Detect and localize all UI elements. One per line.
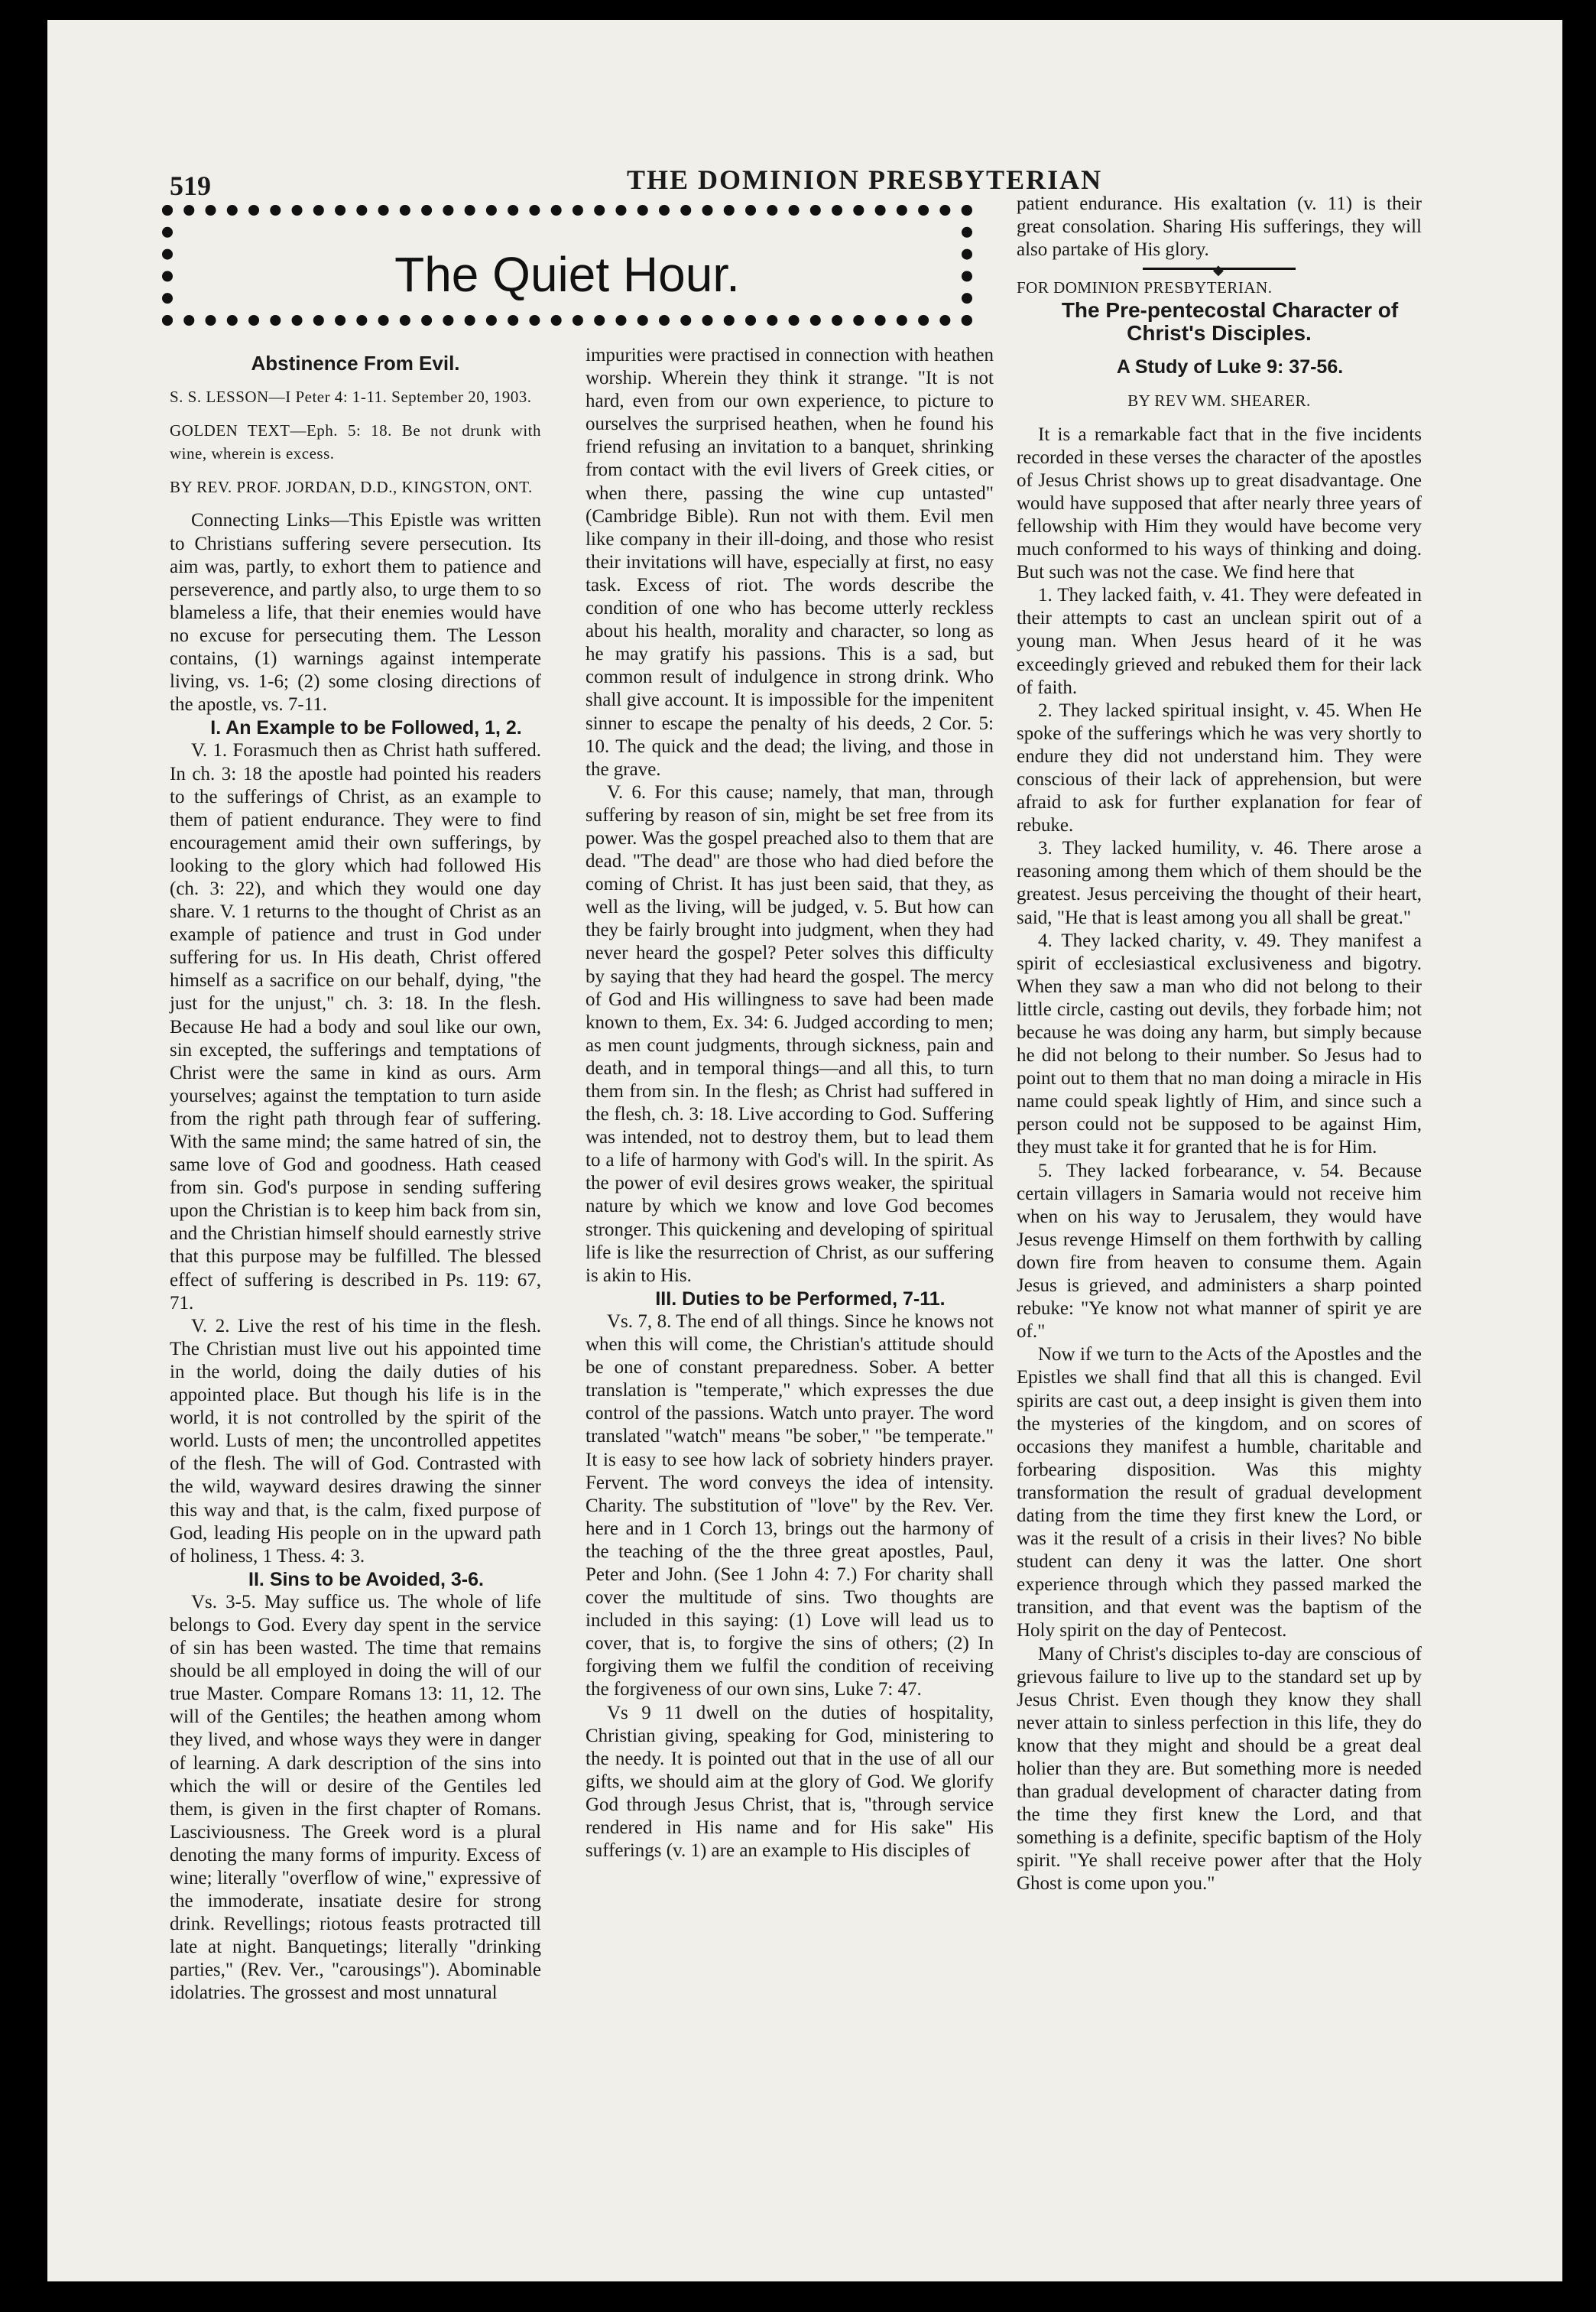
paragraph: 3. They lacked humility, v. 46. There arose a reasoning among them which of them should be the greatest. Jesus perceiving the thought of their heart, said, "He that is least among you all shall be great." xyxy=(1017,838,1422,928)
scan-border-top xyxy=(0,0,1596,20)
paragraph: 4. They lacked charity, v. 49. They manifest a spirit of ecclesiastical exclusiveness and bigotry. When they saw a man who did not belong to their little circle, casting out devils, they forbade him; not because he was doing any harm, but simply because he did not belong to their number. So Jesus had to point out to them that no man doing a miracle in His name could speak lightly of Him, and since such a person could not be supposed to be against Him, they must take it for granted that he is for Him. xyxy=(1017,930,1422,1158)
golden-text: GOLDEN TEXT—Eph. 5: 18. Be not drunk with wine, wherein is excess. xyxy=(170,421,541,463)
page-number: 519 xyxy=(170,170,211,201)
column-1 xyxy=(170,352,541,2005)
column-3 xyxy=(1017,193,1422,1896)
paragraph: It is a remarkable fact that in the five incidents recorded in these verses the character of the apostles of Jesus Christ shows up to great disadvantage. One would have supposed that after nearly three years of fellowship with Him they would have become very much conformed to his ways of thinking and doing. But such was not the case. We find here that xyxy=(1017,424,1422,583)
article-byline: BY REV WM. SHEARER. xyxy=(1127,391,1311,411)
paragraph: patient endurance. His exaltation (v. 11) is their great consolation. Sharing His sufferings, they will also partake of His glory. xyxy=(1017,193,1422,261)
paragraph: V. 6. For this cause; namely, that man, through suffering by reason of sin, might be set free from its power. Was the gospel preached also to them that are dead. "The dead" are those who had died before the coming of Christ. It has just been said, that they, as well as the living, will be judged, v. 5. But how can they be fairly brought into judgment, when they had never heard the gospel? Peter solves this difficulty by saying that they had heard the gospel. The mercy of God and His willingness to save had been made known to them, Ex. 34: 6. Judged according to men; as men count judgments, through sickness, pain and death, and in temporal things—and all this, to turn them from sin. In the flesh; as Christ had suffered in the flesh, ch. 3: 18. Live according to God. Suffering was intended, not to destroy them, but to lead them to a life of harmony with God's will. In the spirit. As the power of evil desires grows weaker, the spiritual nature by which we know and love God becomes stronger. This quickening and developing of spiritual life is like the resurrection of Christ, as our suffering is akin to His. xyxy=(586,781,994,1286)
paragraph: Vs. 3-5. May suffice us. The whole of life belongs to God. Every day spent in the service of sin has been wasted. The time that remains should be all employed in doing the will of our true Master. Compare Romans 13: 11, 12. The will of the Gentiles; the heathen among whom they lived, and whose ways they were in danger of learning. A dark description of the sins into which the will or desire of the Gentiles led them, is given in the first chapter of Romans. Lasciviousness. The Greek word is a plural denoting the many forms of impurity. Excess of wine; literally "overflow of wine," expressive of the immoderate, insatiate desire for strong drink. Revellings; riotous feasts protracted till late at night. Banquetings; literally "drinking parties," (Rev. Ver., "carousings"). Abominable idolatries. The grossest and most unnatural xyxy=(170,1591,541,2004)
article-byline: BY REV. PROF. JORDAN, D.D., KINGSTON, ONT. xyxy=(170,478,533,497)
paragraph: Many of Christ's disciples to-day are conscious of grievous failure to live up to the standard set up by Jesus Christ. Even though they know they shall never attain to sinless perfection in this life, they do know that they might and should be a great deal holier than they are. But something more is needed than gradual development of character dating from the time they first knew the Lord, and that something is a definite, specific baptism of the Holy spirit. "Ye shall receive power after that the Holy Ghost is come upon you." xyxy=(1017,1643,1422,1895)
lesson-line: S. S. LESSON—I Peter 4: 1-11. September 20, 1903. xyxy=(170,388,532,407)
source-line: FOR DOMINION PRESBYTERIAN. xyxy=(1017,278,1273,297)
paragraph: V. 2. Live the rest of his time in the flesh. The Christian must live out his appointed time in the world, doing the daily duties of his appointed place. But though his life is in the world, it is not controlled by the spirit of the world. Lusts of men; the uncontrolled appetites of the flesh. The will of God. Contrasted with the wild, wayward desires drawing the sinner this way and that, is the calm, fixed purpose of God, leading His people on in the upward path of holiness, 1 Thess. 4: 3. xyxy=(170,1315,541,1567)
paragraph: V. 1. Forasmuch then as Christ hath suffered. In ch. 3: 18 the apostle had pointed his readers to the sufferings of Christ, as an example to them of patient endurance. They were to find encouragement amid their own sufferings, by looking to the glory which had followed His (ch. 3: 22), and which they would one day share. V. 1 returns to the thought of Christ as an example of patience and trust in God under suffering for us. In His death, Christ offered himself as a sacrifice on our behalf, dying, "the just for the unjust," ch. 3: 18. In the flesh. Because He had a body and soul like our own, sin excepted, the sufferings and temptations of Christ were the same in kind as ours. Arm yourselves; against the temptation to turn aside from the right path through fear of suffering. With the same mind; the same hatred of sin, the same love of God and goodness. Hath ceased from sin. God's purpose in sending suffering upon the Christian is to keep him back from sin, and the Christian himself should earnestly strive that this purpose may be fulfilled. The blessed effect of suffering is described in Ps. 119: 67, 71. xyxy=(170,740,541,1313)
scan-border-bottom xyxy=(0,2281,1596,2312)
paragraph: Connecting Links—This Epistle was written to Christians suffering severe persecution. Its aim was, partly, to exhort them to patience and perseverence, and partly also, to urge them to so blameless a life, that their enemies would have no excuse for persecuting them. The Lesson contains, (1) warnings against intemperate living, vs. 1-6; (2) some closing directions of the apostle, vs. 7-11. xyxy=(170,510,541,716)
section-banner xyxy=(162,205,972,326)
subheading: III. Duties to be Performed, 7-11. xyxy=(655,1288,946,1310)
article-heading: Abstinence From Evil. xyxy=(251,352,460,375)
paragraph: 5. They lacked forbearance, v. 54. Because certain villagers in Samaria would not receive him when on his way to Jerusalem, they would have Jesus revenge Himself on them forthwith by calling down fire from heaven to consume them. Again Jesus is grieved, and administers a sharp pointed rebuke: "Ye know not what manner of spirit ye are of." xyxy=(1017,1160,1422,1343)
paragraph: 2. They lacked spiritual insight, v. 45. When He spoke of the sufferings which he was very shortly to endure they did not understand him. They were conscious of their lack of apprehension, but were afraid to ask for further explanation for fear of rebuke. xyxy=(1017,700,1422,836)
paragraph: Vs. 7, 8. The end of all things. Since he knows not when this will come, the Christian's attitude should be one of constant preparedness. Sober. A better translation is "temperate," which expresses the due control of the passions. Watch unto prayer. The word translated "watch" means "be sober," "be temperate." It is easy to see how lack of sobriety hinders prayer. Fervent. The word conveys the idea of intensity. Charity. The substitution of "love" by the Rev. Ver. here and in 1 Corch 13, brings out the harmony of the teaching of the the three great apostles, Paul, Peter and John. (See 1 John 4: 7.) For charity shall cover the multitude of sins. Two thoughts are included in this saying: (1) Love will lead us to cover, that is, to forgive the sins of others; (2) In forgiving them we fulfil the condition of receiving the forgiveness of our own sins, Luke 7: 47. xyxy=(586,1310,994,1700)
subheading: II. Sins to be Avoided, 3-6. xyxy=(248,1568,484,1590)
article-title: The Pre-pentecostal Character of Christ's Disciples. xyxy=(1061,298,1399,346)
column-2 xyxy=(586,344,994,1862)
banner-title: The Quiet Hour. xyxy=(394,247,740,302)
paragraph: 1. They lacked faith, v. 41. They were defeated in their attempts to cast an unclean spirit out of a young man. When Jesus heard of it he was exceedingly grieved and rebuked them for their lack of faith. xyxy=(1017,585,1422,698)
scan-border-left xyxy=(0,0,47,2312)
paragraph: Vs 9 11 dwell on the duties of hospitality, Christian giving, speaking for God, ministering to the needy. It is pointed out that in the use of all our gifts, we should aim at the glory of God. We glorify God through Jesus Christ, that is, "through service rendered in His name and for His sake" His sufferings (v. 1) are an example to His disciples of xyxy=(586,1702,994,1862)
paragraph: Now if we turn to the Acts of the Apostles and the Epistles we shall find that all this is changed. Evil spirits are cast out, a deep insight is given them into the mysteries of the kingdom, and on scores of occasions they manifest a humble, charitable and forbearing disposition. Was this mighty transformation the result of gradual development dating from the time they first knew the Lord, or was it the result of a crisis in their lives? No bible student can deny it was the latter. One short experience through which they passed marked the transition, and that event was the baptism of the Holy spirit on the day of Pentecost. xyxy=(1017,1344,1422,1641)
running-head: THE DOMINION PRESBYTERIAN xyxy=(627,164,1103,195)
divider-rule xyxy=(1143,268,1296,270)
paragraph: impurities were practised in connection with heathen worship. Wherein they think it strange. "It is not hard, even from our own experience, to picture to ourselves the surprised heathen, when he found his friend refusing an invitation to a banquet, shrinking from contact with the evil livers of Greek cities, or when there, passing the wine cup untasted" (Cambridge Bible). Run not with them. Evil men like company in their ill-doing, and those who resist their invitations will have, especially at first, no easy task. Excess of riot. The words describe the condition of one who has become utterly reckless about his health, morality and character, so long as he may gratify his passions. This is a sad, but common result of indulgence in strong drink. Who shall give account. It is impossible for the impenitent sinner to escape the penalty of his deeds, 2 Cor. 5: 10. The quick and the dead; the living, and those in the grave. xyxy=(586,345,994,780)
subheading: I. An Example to be Followed, 1, 2. xyxy=(210,717,522,739)
study-line: A Study of Luke 9: 37-56. xyxy=(1116,356,1344,378)
scan-border-right xyxy=(1562,0,1596,2312)
